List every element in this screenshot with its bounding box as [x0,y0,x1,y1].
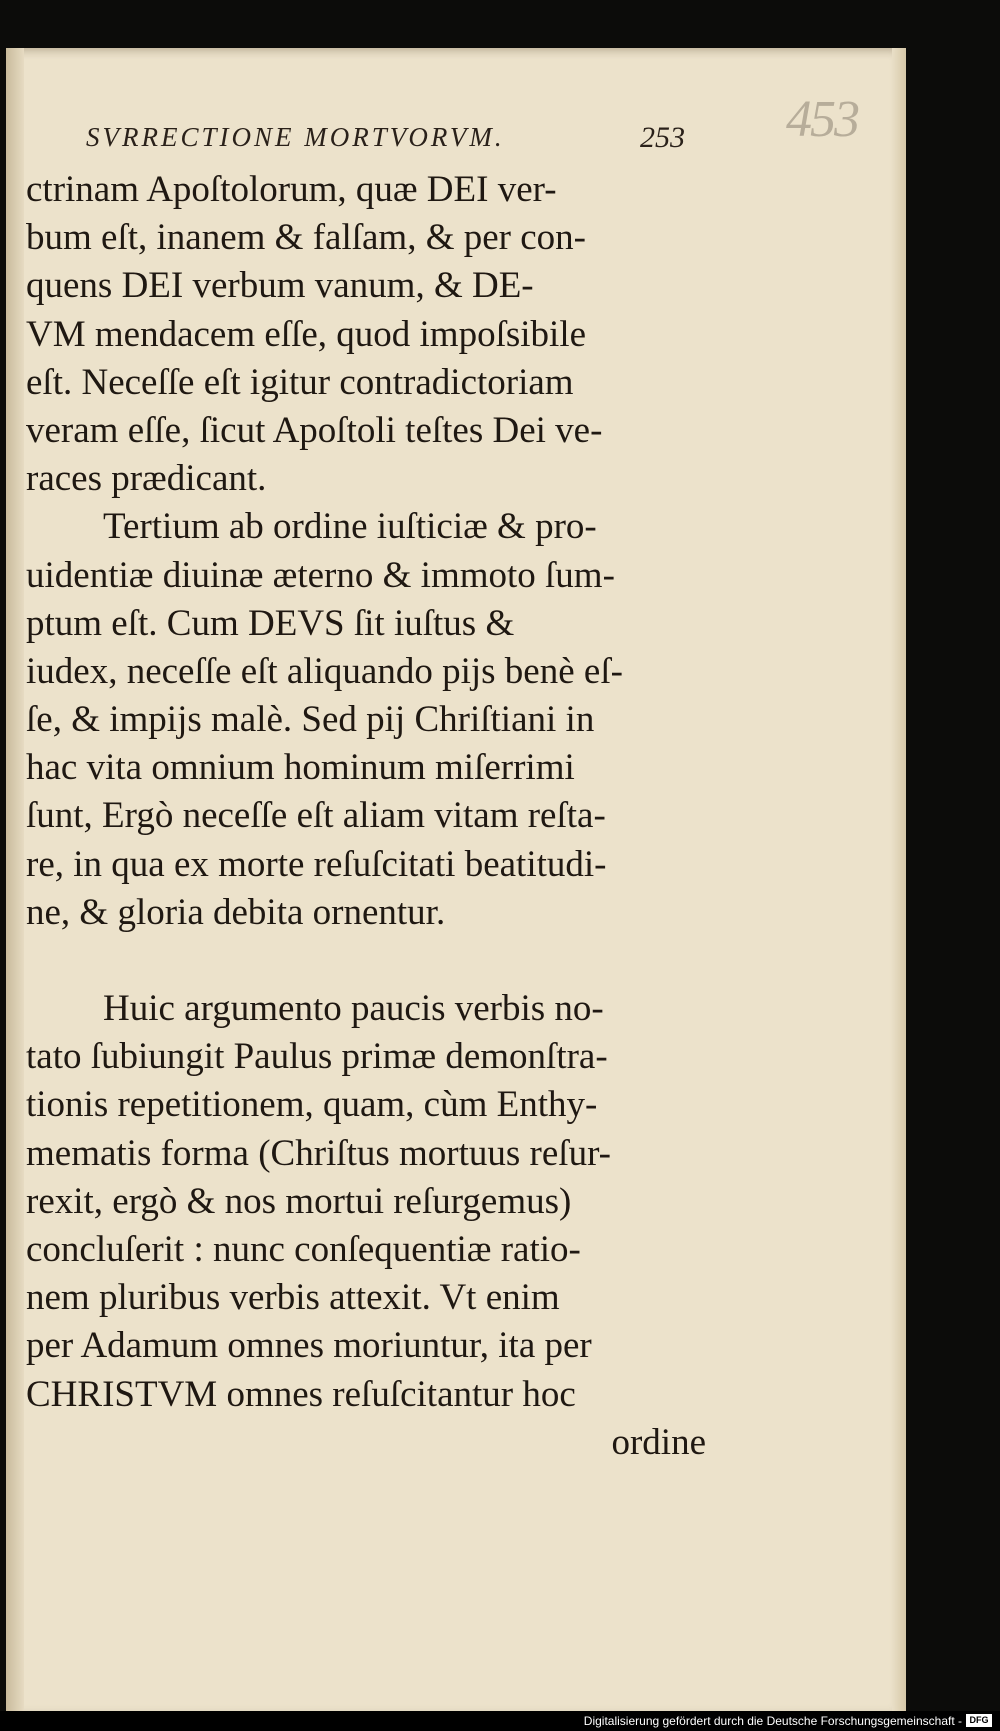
text-line: Huic argumento paucis verbis no- [103,988,604,1029]
text-line: tato ſubiungit Paulus primæ demonſtra- [26,1036,608,1078]
text-line: eſt. Neceſſe eſt igitur contradictoriam [26,361,574,403]
text-line: tionis repetitionem, quam, cùm Enthy- [26,1084,598,1126]
page-edge [892,48,906,1715]
paragraph-gap [26,937,706,985]
text-line: re, in qua ex morte reſuſcitati beatitudi- [26,843,607,885]
page-gutter [6,48,24,1715]
text-line: VM mendacem eſſe, quod impoſsibile [26,313,587,355]
text-line: Tertium ab ordine iuſticiæ & pro- [103,506,597,548]
text-line: ctrinam Apoſtolorum, quæ DEI ver- [26,169,557,210]
text-line: concluſerit : nunc conſequentiæ ratio- [26,1228,581,1270]
text-line: iudex, neceſſe eſt aliquando pijs benè eſ- [26,650,623,692]
page-number: 253 [640,121,685,154]
text-line: hac vita omnium hominum miſerrimi [26,747,575,789]
running-head: SVRRECTIONE MORTVORVM. [86,122,505,152]
text-line: nem pluribus verbis attexit. Vt enim [26,1277,560,1319]
text-line: CHRISTVM omnes reſuſcitantur hoc [26,1373,576,1415]
text-line: uidentiæ diuinæ æterno & immoto ſum- [26,554,615,596]
text-line: mematis forma (Chriſtus mortuus reſur- [26,1132,611,1174]
handwritten-folio: 453 [786,91,858,148]
text-line: ptum eſt. Cum DEVS ſit iuſtus & [26,602,515,644]
text-line: races prædicant. [26,458,267,500]
dfg-logo: DFG [966,1714,992,1727]
text-line: veram eſſe, ſicut Apoſtoli teſtes Dei ve- [26,409,603,451]
text-line: ne, & gloria debita ornentur. [26,891,446,933]
digitization-credit: Digitalisierung gefördert durch die Deutsche Forschungsgemeinschaft - [583,1714,962,1728]
text-line: per Adamum omnes moriuntur, ita per [26,1325,592,1367]
text-line: quens DEI verbum vanum, & DE- [26,265,534,307]
text-line: rexit, ergò & nos mortui reſurgemus) [26,1180,572,1222]
text-line: bum eſt, inanem & falſam, & per con- [26,217,586,259]
catchword: ordine [611,1421,706,1463]
book-page [6,48,906,1715]
body-text [26,166,706,1467]
text-line: ſunt, Ergò neceſſe eſt aliam vitam reſta- [26,795,606,837]
text-line: ſe, & impijs malè. Sed pij Chriſtiani in [26,699,595,741]
